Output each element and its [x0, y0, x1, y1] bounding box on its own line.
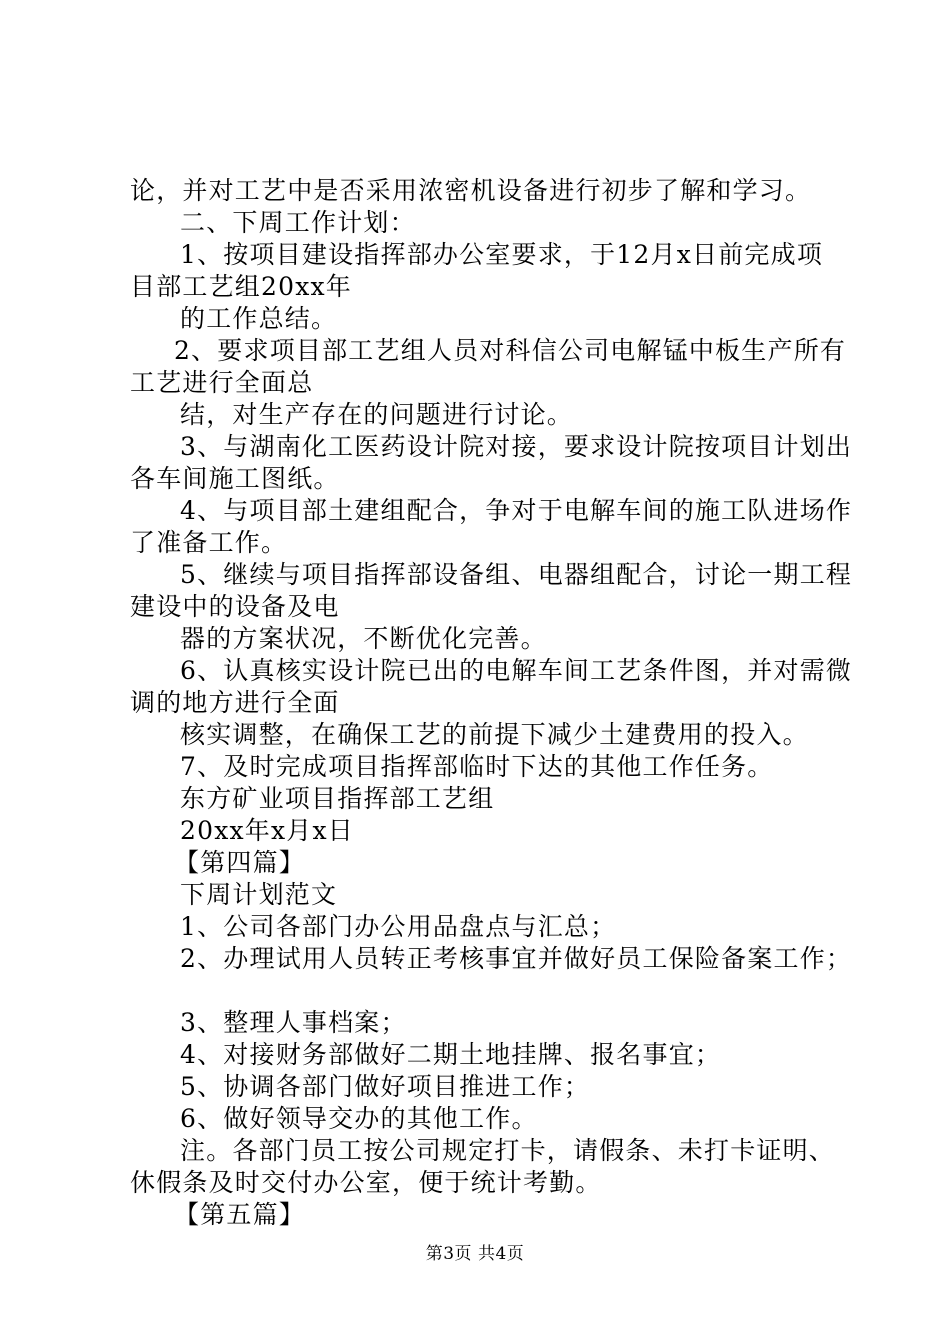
list-item: 1、公司各部门办公用品盘点与汇总； [180, 912, 617, 941]
page-footer: 第3页 共4页 [425, 1244, 525, 1264]
list-item: 7、及时完成项目指挥部临时下达的其他工作任务。 [180, 752, 774, 781]
list-item: 4、对接财务部做好二期土地挂牌、报名事宜； [180, 1040, 722, 1069]
list-item: 3、与湖南化工医药设计院对接，要求设计院按项目计划出 [180, 432, 853, 461]
text-line: 核实调整，在确保工艺的前提下减少土建费用的投入。 [180, 720, 809, 749]
list-item: 6、认真核实设计院已出的电解车间工艺条件图，并对需微 [180, 656, 853, 685]
list-item: 2、要求项目部工艺组人员对科信公司电解锰中板生产所有 [174, 336, 847, 365]
text-line: 了准备工作。 [130, 528, 288, 557]
text-line: 休假条及时交付办公室，便于统计考勤。 [130, 1168, 602, 1197]
text-line: 论，并对工艺中是否采用浓密机设备进行初步了解和学习。 [130, 176, 812, 205]
section-title: 【第四篇】 [174, 848, 306, 877]
list-item: 5、协调各部门做好项目推进工作； [180, 1072, 591, 1101]
text-line: 目部工艺组20xx年 [130, 272, 353, 301]
text-line: 调的地方进行全面 [130, 688, 340, 717]
text-line: 建设中的设备及电 [130, 592, 340, 621]
section-title: 【第五篇】 [174, 1200, 306, 1229]
text-line: 工艺进行全面总 [130, 368, 314, 397]
note-text: 注。各部门员工按公司规定打卡，请假条、未打卡证明、 [180, 1136, 836, 1165]
section-heading: 二、下周工作计划： [180, 208, 416, 237]
list-item: 5、继续与项目指挥部设备组、电器组配合，讨论一期工程 [180, 560, 853, 589]
signature-org: 东方矿业项目指挥部工艺组 [180, 784, 495, 813]
text-line: 器的方案状况，不断优化完善。 [180, 624, 547, 653]
list-item: 2、办理试用人员转正考核事宜并做好员工保险备案工作； [180, 944, 853, 973]
text-line: 结，对生产存在的问题进行讨论。 [180, 400, 574, 429]
signature-date: 20xx年x月x日 [180, 816, 355, 845]
list-item: 6、做好领导交办的其他工作。 [180, 1104, 538, 1133]
text-line: 各车间施工图纸。 [130, 464, 340, 493]
text-line: 的工作总结。 [180, 304, 338, 333]
list-item: 4、与项目部土建组配合，争对于电解车间的施工队进场作 [180, 496, 853, 525]
list-item: 1、按项目建设指挥部办公室要求，于12月x日前完成项 [180, 240, 824, 269]
subsection-title: 下周计划范文 [180, 880, 338, 909]
list-item: 3、整理人事档案； [180, 1008, 407, 1037]
